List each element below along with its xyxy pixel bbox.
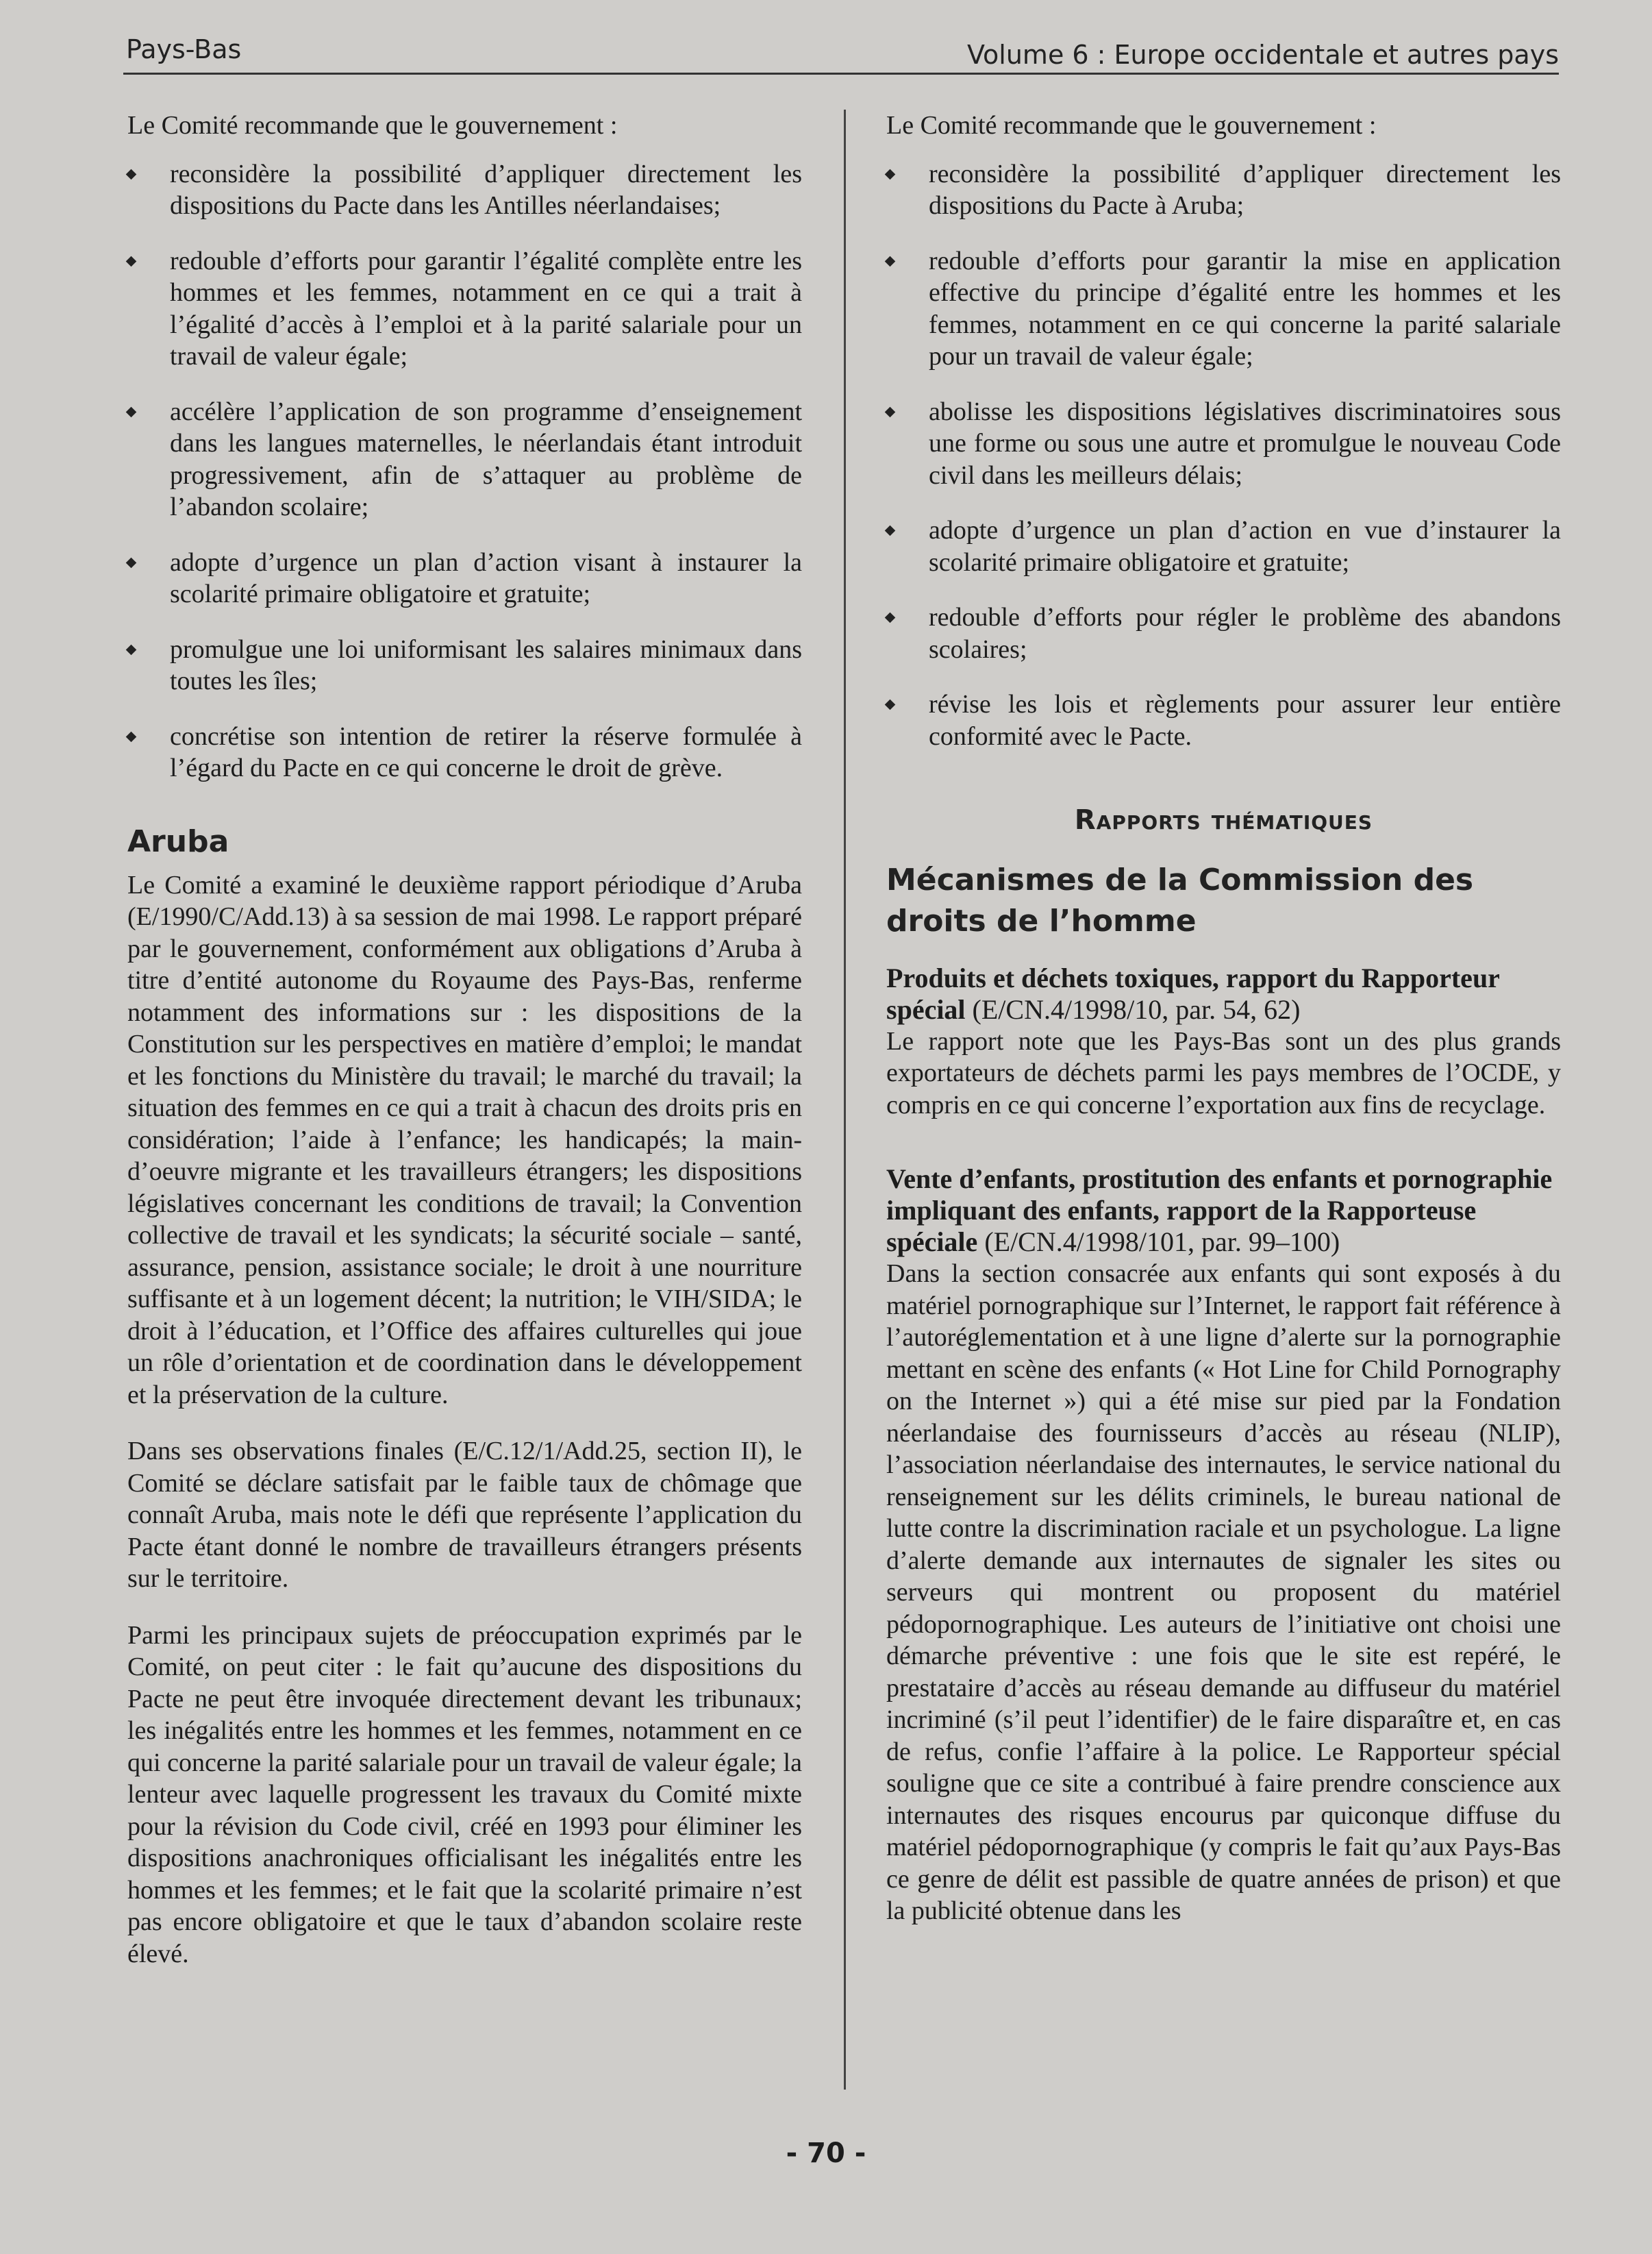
list-item-text: adopte d’urgence un plan d’action visant à instaurer la scolarité primaire obligatoire et gratuite; — [170, 547, 802, 608]
list-item-text: reconsidère la possibilité d’appliquer directement les dispositions du Pacte dans les Antilles néerlandaises; — [170, 159, 802, 220]
list-item — [886, 689, 1561, 752]
child-sale-title-text: Vente d’enfants, prostitution des enfants et pornographie impliquant des enfants, rapport de la Rapporteuse spéciale — [886, 1163, 1553, 1257]
bullet-icon — [126, 557, 137, 568]
running-header — [123, 30, 1559, 71]
aruba-paragraph-3: Parmi les principaux sujets de préoccupation exprimés par le Comité, on peut citer : le fait qu’aucune des dispositions du Pacte ne peut être invoquée directement devant les tribunaux; les inégalités entre les hommes et les femmes, notamment en ce qui concerne la parité salariale pour un travail de valeur égale; la lenteur avec laquelle progressent les travaux du Comité mixte pour la révision du Code civil, créé en 1993 pour éliminer les dispositions anachroniques officialisant les inégalités entre les hommes et les femmes; et le fait que la scolarité primaire n’est pas encore obligatoire et que le taux d’abandon scolaire reste élevé. — [127, 1620, 802, 1968]
bullet-icon — [126, 256, 137, 267]
bullet-icon — [126, 406, 137, 417]
thematic-reports-heading: Rapports thématiques — [1074, 804, 1373, 836]
child-sale-text: Dans la section consacrée aux enfants qui sont exposés à du matériel pornographique sur l’Internet, le rapport fait référence à l’autoréglementation et à une ligne d’alerte sur la pornographie mettant en scène des enfants (« Hot Line for Child Pornography on the Internet ») qui a été mise sur pied par la Fondation néerlandaise des fournisseurs d’accès au réseau (NLIP), l’association néerlandaise des internautes, le service national du renseignement sur les délits criminels, le bureau national de lutte contre la discrimination raciale et un psychologue. La ligne d’alerte demande aux internautes de signaler les sites ou serveurs qui montrent ou proposent du matériel pédopornographique. Les auteurs de l’initiative ont choisi une démarche préventive : une fois que le site est repéré, le prestataire d’accès au réseau demande au diffuseur du matériel incriminé (s’il peut l’identifier) de le faire disparaître et, en cas de refus, confie l’affaire à la police. Le Rapporteur spécial souligne que ce site a contribué à faire prendre conscience aux internautes des risques encourus par quiconque diffuse du matériel pédopornographique (y compris le fait qu’aux Pays-Bas ce genre de délit est passible de quatre années de prison) et que la publicité obtenue dans les — [886, 1259, 1561, 1925]
list-item-text: révise les lois et règlements pour assurer leur entière conformité avec le Pacte. — [929, 690, 1561, 751]
list-item — [886, 396, 1561, 492]
bullet-icon — [126, 644, 137, 655]
header-volume: Volume 6 : Europe occidentale et autres pays — [967, 40, 1559, 70]
list-item — [886, 245, 1561, 373]
bullet-icon — [885, 525, 896, 536]
bullet-icon — [885, 612, 896, 623]
left-column — [127, 110, 802, 1970]
bullet-icon — [885, 169, 896, 179]
list-item-text: adopte d’urgence un plan d’action en vue d’instaurer la scolarité primaire obligatoire et gratuite; — [929, 516, 1561, 577]
recommendations-list — [886, 158, 1561, 753]
list-item — [127, 158, 802, 222]
aruba-heading: Aruba — [127, 823, 229, 859]
list-item-text: redouble d’efforts pour garantir la mise en application effective du principe d’égalité entre les hommes et les femmes, notamment en ce qui concerne la parité salariale pour un travail de valeur égale; — [929, 246, 1561, 371]
recommendations-intro: Le Comité recommande que le gouvernement : — [886, 111, 1377, 140]
aruba-paragraph-2: Dans ses observations finales (E/C.12/1/Add.25, section II), le Comité se déclare satisfait par le faible taux de chômage que connaît Aruba, mais note le défi que représente l’application du Pacte étant donné le nombre de travailleurs étrangers présents sur le territoire. — [127, 1437, 802, 1593]
child-sale-reference: (E/CN.4/1998/101, par. 99–100) — [984, 1226, 1340, 1257]
list-item — [127, 547, 802, 610]
child-sale-section — [886, 1163, 1561, 1927]
header-country: Pays-Bas — [126, 34, 242, 64]
list-item-text: accélère l’application de son programme d’enseignement dans les langues maternelles, le néerlandais étant introduit progressivement, afin de s’attaquer au problème de l’abandon scolaire; — [170, 397, 802, 521]
bullet-icon — [885, 256, 896, 267]
mechanisms-heading: Mécanismes de la Commission des droits de l’homme — [886, 862, 1474, 939]
list-item-text: reconsidère la possibilité d’appliquer directement les dispositions du Pacte à Aruba; — [929, 159, 1561, 220]
list-item — [127, 721, 802, 784]
list-item — [886, 602, 1561, 665]
toxic-waste-title-text: Produits et déchets toxiques, rapport du Rapporteur spécial — [886, 962, 1500, 1025]
toxic-waste-reference: (E/CN.4/1998/10, par. 54, 62) — [972, 993, 1301, 1025]
recommendations-list — [127, 158, 802, 784]
list-item — [127, 396, 802, 523]
column-divider — [844, 110, 846, 2090]
list-item — [127, 634, 802, 697]
bullet-icon — [885, 699, 896, 710]
page-number: - 70 - — [786, 2138, 866, 2169]
right-column — [886, 110, 1561, 1970]
toxic-waste-title — [886, 963, 1561, 1026]
bullet-icon — [885, 406, 896, 417]
list-item — [886, 515, 1561, 578]
list-item-text: concrétise son intention de retirer la réserve formulée à l’égard du Pacte en ce qui concerne le droit de grève. — [170, 721, 802, 782]
bullet-icon — [126, 169, 137, 179]
list-item — [127, 245, 802, 373]
toxic-waste-text: Le rapport note que les Pays-Bas sont un des plus grands exportateurs de déchets parmi les pays membres de l’OCDE, y compris en ce qui concerne l’exportation aux fins de recyclage. — [886, 1026, 1561, 1119]
child-sale-title — [886, 1163, 1561, 1258]
list-item-text: promulgue une loi uniformisant les salaires minimaux dans toutes les îles; — [170, 634, 802, 695]
list-item — [886, 158, 1561, 222]
recommendations-intro: Le Comité recommande que le gouvernement : — [127, 111, 618, 140]
bullet-icon — [126, 731, 137, 742]
list-item-text: redouble d’efforts pour régler le problème des abandons scolaires; — [929, 603, 1561, 664]
aruba-paragraph-1: Le Comité a examiné le deuxième rapport périodique d’Aruba (E/1990/C/Add.13) à sa session de mai 1998. Le rapport préparé par le gouvernement, conformément aux obligations d’Aruba à titre d’entité autonome du Royaume des Pays-Bas, renferme notamment des informations sur : les dispositions de la Constitution sur les perspectives en matière d’emploi; le mandat et les fonctions du Ministère du travail; le marché du travail; la situation des femmes en ce qui a trait à chacun des droits pris en considération; l’aide à l’enfance; les handicapés; la main-d’oeuvre migrante et les travailleurs étrangers; les dispositions législatives concernant les conditions de travail; la Convention collective de travail et les syndicats; la sécurité sociale – santé, assurance, pension, assistance sociale; le droit à une nourriture suffisante et à un logement décent; la nutrition; le VIH/SIDA; le droit à l’éducation, et l’Office des affaires culturelles qui joue un rôle d’orientation et de coordination dans le développement et la préservation de la culture. — [127, 870, 802, 1409]
header-rule — [123, 73, 1559, 75]
list-item-text: abolisse les dispositions législatives discriminatoires sous une forme ou sous une autre et promulgue le nouveau Code civil dans les meilleurs délais; — [929, 397, 1561, 490]
list-item-text: redouble d’efforts pour garantir l’égalité complète entre les hommes et les femmes, notamment en ce qui a trait à l’égalité d’accès à l’emploi et à la parité salariale pour un travail de valeur égale; — [170, 246, 802, 371]
toxic-waste-section — [886, 963, 1561, 1122]
